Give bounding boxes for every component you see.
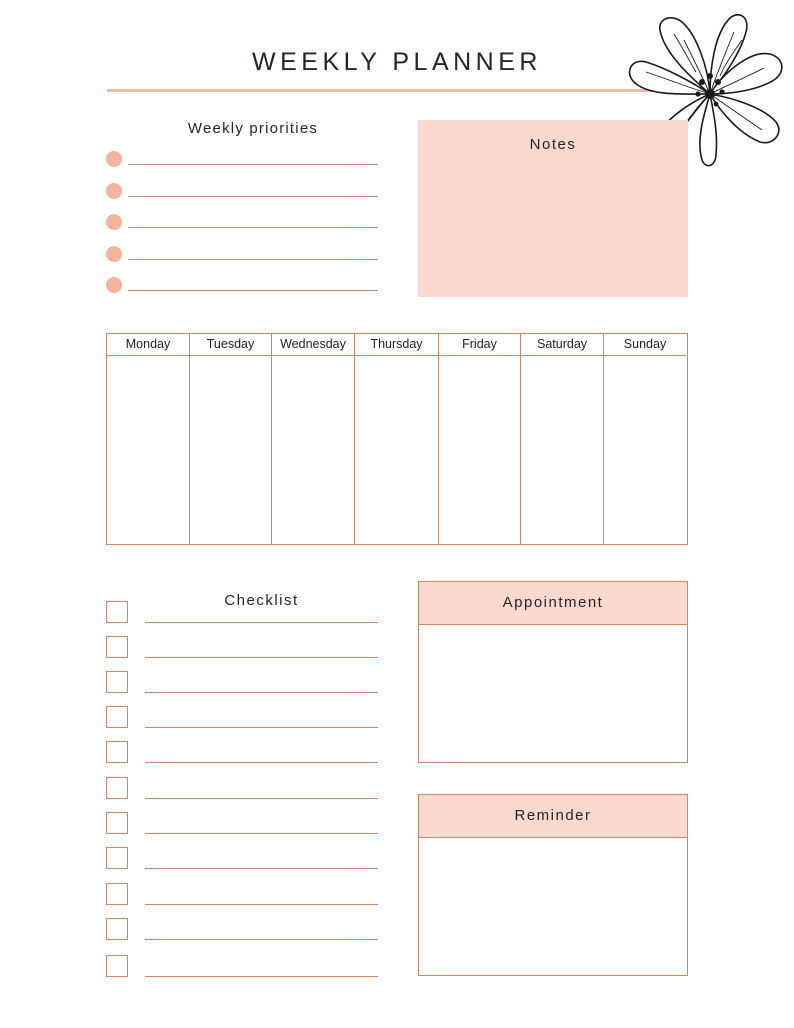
checklist-line[interactable] xyxy=(145,657,378,658)
priority-bullet xyxy=(106,277,122,293)
day-column-sunday[interactable] xyxy=(604,334,686,544)
priority-item[interactable] xyxy=(106,246,378,266)
page-title: WEEKLY PLANNER xyxy=(252,48,542,76)
priority-item[interactable] xyxy=(106,151,378,171)
priority-line[interactable] xyxy=(128,164,378,165)
priority-bullet xyxy=(106,151,122,167)
priority-line[interactable] xyxy=(128,259,378,260)
checklist-line[interactable] xyxy=(145,976,378,977)
checklist-line[interactable] xyxy=(145,833,378,834)
priority-item[interactable] xyxy=(106,183,378,203)
checklist-line[interactable] xyxy=(145,904,378,905)
day-column-tuesday[interactable] xyxy=(190,334,272,544)
checkbox[interactable] xyxy=(106,777,128,799)
checklist-item xyxy=(106,601,378,625)
priority-item[interactable] xyxy=(106,214,378,234)
checklist-item xyxy=(106,918,378,942)
priority-bullet xyxy=(106,214,122,230)
day-column-friday[interactable] xyxy=(439,334,521,544)
checklist-item xyxy=(106,955,378,979)
priority-line[interactable] xyxy=(128,290,378,291)
checklist-line[interactable] xyxy=(145,868,378,869)
checklist-item xyxy=(106,812,378,836)
priority-bullet xyxy=(106,246,122,262)
reminder-panel[interactable] xyxy=(418,794,688,976)
checkbox[interactable] xyxy=(106,812,128,834)
day-header: Monday xyxy=(107,334,189,356)
day-column-monday[interactable] xyxy=(107,334,190,544)
checklist-line[interactable] xyxy=(145,727,378,728)
checklist-line[interactable] xyxy=(145,692,378,693)
day-column-thursday[interactable] xyxy=(355,334,439,544)
day-header: Thursday xyxy=(355,334,438,356)
week-table xyxy=(106,333,688,545)
checkbox[interactable] xyxy=(106,847,128,869)
day-header: Sunday xyxy=(604,334,686,356)
checklist-heading: Checklist xyxy=(224,592,299,609)
appointment-panel[interactable] xyxy=(418,581,688,763)
day-column-saturday[interactable] xyxy=(521,334,604,544)
title-divider xyxy=(107,89,697,92)
checklist-item xyxy=(106,847,378,871)
checklist-line[interactable] xyxy=(145,762,378,763)
checklist-item xyxy=(106,741,378,765)
checklist-item xyxy=(106,636,378,660)
checkbox[interactable] xyxy=(106,741,128,763)
checkbox[interactable] xyxy=(106,918,128,940)
day-column-wednesday[interactable] xyxy=(272,334,355,544)
day-header: Friday xyxy=(439,334,520,356)
day-header: Saturday xyxy=(521,334,603,356)
checklist-line[interactable] xyxy=(145,939,378,940)
checkbox[interactable] xyxy=(106,706,128,728)
checkbox[interactable] xyxy=(106,636,128,658)
priority-bullet xyxy=(106,183,122,199)
reminder-title: Reminder xyxy=(419,795,687,838)
checkbox[interactable] xyxy=(106,601,128,623)
day-header: Wednesday xyxy=(272,334,354,356)
priority-line[interactable] xyxy=(128,227,378,228)
checkbox[interactable] xyxy=(106,671,128,693)
priorities-heading: Weekly priorities xyxy=(187,120,319,137)
notes-title: Notes xyxy=(529,136,577,153)
checklist-item xyxy=(106,777,378,801)
checkbox[interactable] xyxy=(106,955,128,977)
appointment-title: Appointment xyxy=(419,582,687,625)
priority-item[interactable] xyxy=(106,277,378,297)
checkbox[interactable] xyxy=(106,883,128,905)
checklist-line[interactable] xyxy=(145,622,378,623)
checklist-item xyxy=(106,883,378,907)
checklist-item xyxy=(106,706,378,730)
checklist-item xyxy=(106,671,378,695)
priority-line[interactable] xyxy=(128,196,378,197)
day-header: Tuesday xyxy=(190,334,271,356)
checklist-line[interactable] xyxy=(145,798,378,799)
